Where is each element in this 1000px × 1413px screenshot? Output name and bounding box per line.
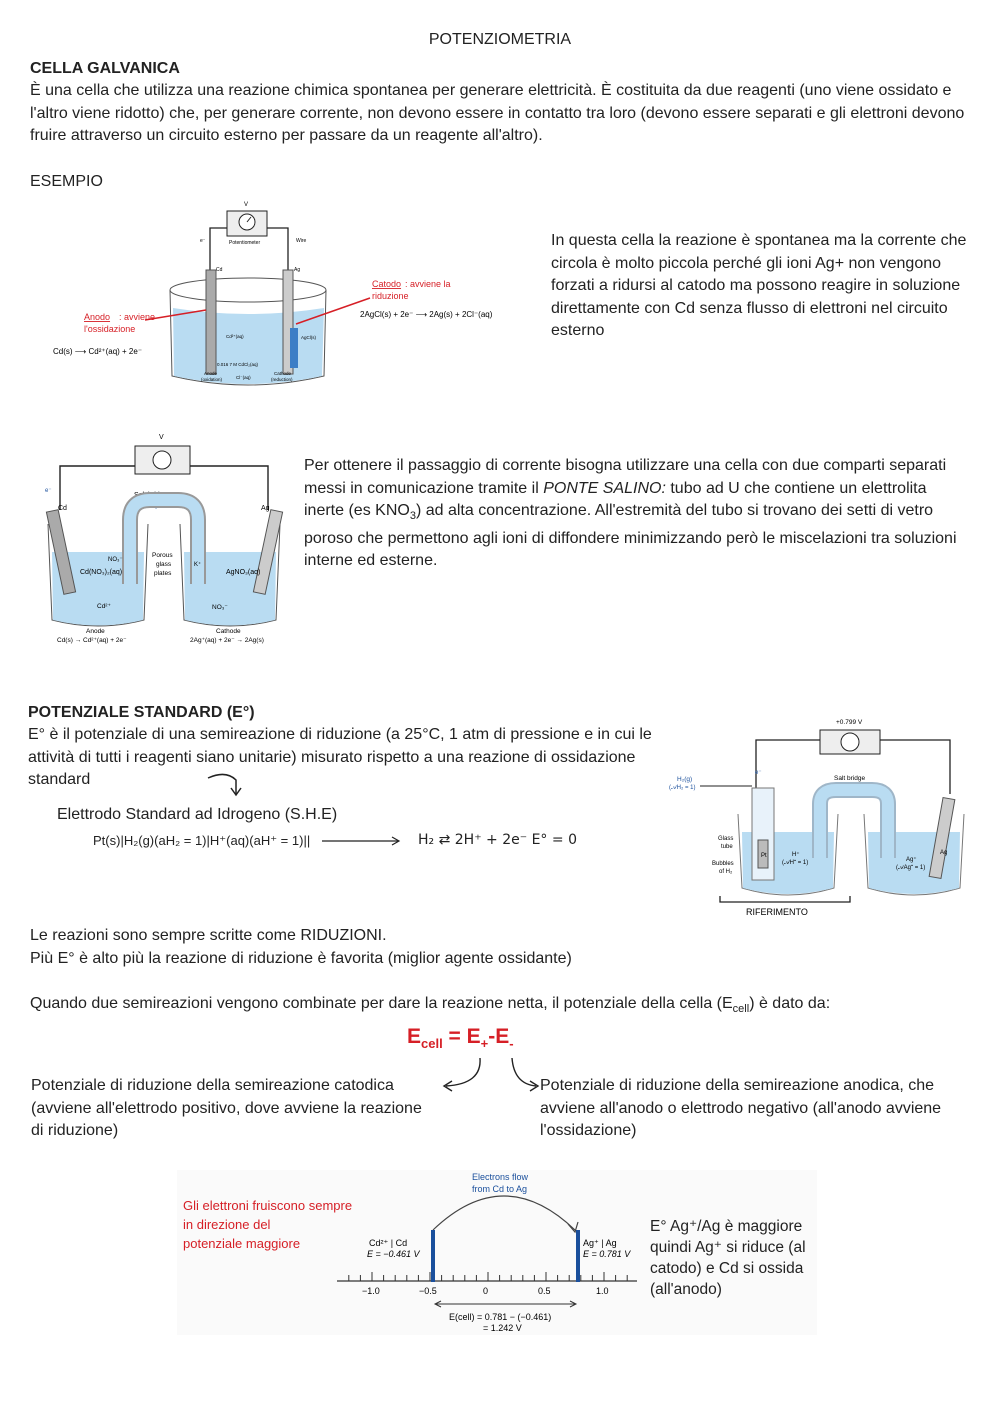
svg-text:e⁻: e⁻ (45, 488, 52, 494)
ecell-formula: $E_{cell} = E_+-E_-$ (407, 1025, 514, 1052)
anodic-explanation: Potenziale di riduzione della semireazione anodica, che avviene all'anodo o elettrodo negativo (all'anodo avviene l'ossidazione) (540, 1077, 942, 1139)
agcl-coating (290, 328, 298, 368)
svg-text:Pt: Pt (761, 853, 767, 859)
svg-text:Cathode: Cathode (216, 628, 241, 635)
example-text: In questa cella la reazione è spontanea ma la corrente che circola è molto piccola perché gli ioni Ag+ non vengono forzati a ridursi al catodo ma possono reagire in soluzione direttamente con Cd senza flusso di elettroni nel circuito esterno (551, 232, 967, 339)
svg-text:AgCl(s): AgCl(s) (301, 335, 317, 340)
svg-text:glass: glass (156, 561, 172, 568)
svg-text:NO₃⁻: NO₃⁻ (108, 557, 123, 563)
svg-text:Ag⁺: Ag⁺ (906, 857, 917, 863)
svg-text:Bubbles: Bubbles (712, 861, 734, 867)
svg-text:Electrons flow: Electrons flow (472, 1172, 529, 1182)
page-title: POTENZIOMETRIA (428, 31, 572, 48)
svg-text:Cd(s) → Cd²⁺(aq) + 2e⁻: Cd(s) → Cd²⁺(aq) + 2e⁻ (57, 637, 127, 644)
rule-higher-potential: Più E° è alto più la reazione di riduzione è favorita (miglior agente ossidante) (30, 950, 572, 967)
svg-text:Anode: Anode (86, 628, 105, 635)
scale-note: Gli elettroni fruiscono sempre in direzione del potenziale maggiore (183, 1198, 353, 1251)
svg-text:K⁺: K⁺ (194, 562, 202, 568)
svg-text:Catodo: Catodo (372, 279, 402, 289)
svg-text:Ag: Ag (294, 267, 301, 273)
svg-text:from Cd to Ag: from Cd to Ag (472, 1184, 528, 1194)
svg-text:Potentiometer: Potentiometer (229, 240, 261, 246)
svg-text:e⁻: e⁻ (755, 770, 762, 776)
cd-electrode (206, 270, 216, 374)
scale-conclusion: E° Ag⁺/Ag è maggiore quindi Ag⁺ si riduce (al catodo) e Cd si ossida (all'anodo) (650, 1218, 806, 1298)
svg-text:AgNO₃(aq): AgNO₃(aq) (226, 569, 261, 576)
svg-text:Salt bridge: Salt bridge (134, 492, 168, 499)
galvanic-heading: CELLA GALVANICA (30, 60, 180, 77)
svg-text:E = 0.781 V: E = 0.781 V (583, 1249, 631, 1259)
she-handwritten: H₂ ⇄ 2H⁺ + 2e⁻ E° = 0 (418, 832, 577, 848)
arrow-icon (322, 834, 402, 848)
svg-text:= 1.242 V: = 1.242 V (483, 1323, 522, 1333)
cathodic-explanation: Potenziale di riduzione della semireazione catodica (avviene all'elettrodo positivo, dove avviene la reazione di riduzione) (31, 1077, 422, 1139)
svg-text:Cd: Cd (58, 505, 67, 512)
she-figure (660, 708, 972, 920)
svg-text:Wire: Wire (296, 238, 307, 244)
tick-label: −0.5 (419, 1286, 437, 1296)
svg-text:V: V (159, 434, 164, 441)
svg-text:(𝒜H⁺ = 1): (𝒜H⁺ = 1) (782, 860, 809, 866)
svg-text:(oxidation): (oxidation) (201, 377, 223, 382)
svg-text:Ag: Ag (940, 850, 948, 856)
svg-text:+0.799 V: +0.799 V (836, 719, 863, 726)
she-notation: Pt(s)|H₂(g)(aH₂ = 1)|H⁺(aq)(aH⁺ = 1)|| (93, 833, 311, 848)
she-label: Elettrodo Standard ad Idrogeno (S.H.E) (57, 806, 338, 823)
cell-potential-intro: Quando due semireazioni vengono combinate per dare la reazione netta, il potenziale della cella $(E_{cell})$ è dato da: (30, 995, 831, 1016)
formula-arrows-icon (436, 1054, 546, 1094)
rule-reductions: Le reazioni sono sempre scritte come RIDUZIONI. (30, 927, 387, 944)
svg-text:RIFERIMENTO: RIFERIMENTO (746, 907, 808, 917)
galvanic-cell-figure (30, 198, 530, 395)
svg-text:Cd(NO₃)₂(aq): Cd(NO₃)₂(aq) (80, 569, 123, 576)
svg-text:plates: plates (154, 570, 172, 577)
salt-bridge-figure (30, 424, 295, 651)
example-label: ESEMPIO (30, 173, 103, 190)
svg-text:Glass: Glass (718, 836, 734, 842)
cd-marker (431, 1230, 435, 1282)
svg-text:: avviene la: : avviene la (405, 279, 451, 289)
svg-text:Cathode: Cathode (274, 371, 292, 376)
svg-text:tube: tube (721, 844, 733, 850)
svg-text:0.016 7 M CdCl₂(aq): 0.016 7 M CdCl₂(aq) (217, 362, 259, 367)
svg-text:of H₂: of H₂ (719, 869, 733, 875)
ag-marker (576, 1230, 580, 1282)
svg-text:l'ossidazione: l'ossidazione (84, 324, 136, 334)
standard-heading: POTENZIALE STANDARD (E°) (28, 704, 255, 721)
svg-text:E = −0.461 V: E = −0.461 V (367, 1249, 420, 1259)
svg-text:Ag⁺ | Ag: Ag⁺ | Ag (583, 1238, 617, 1248)
tick-label: −1.0 (362, 1286, 380, 1296)
svg-text:E(cell) = 0.781 − (−0.461): E(cell) = 0.781 − (−0.461) (449, 1312, 552, 1322)
svg-text:V: V (244, 202, 249, 208)
svg-text:(reduction): (reduction) (271, 377, 293, 382)
svg-text:2Ag⁺(aq) + 2e⁻ → 2Ag(s): 2Ag⁺(aq) + 2e⁻ → 2Ag(s) (190, 637, 264, 644)
svg-text:Salt bridge: Salt bridge (834, 775, 866, 782)
curved-arrow-icon (206, 768, 244, 798)
svg-text:: avviene: : avviene (119, 312, 156, 322)
galvanic-body: È una cella che utilizza una reazione chimica spontanea per generare elettricità. È costituita da due reagenti (uno viene ossidato e l'altro viene ridotto) che, per generare corrente, non devono essere in contatto tra loro (devono essere separati e gli elettroni devono fruire attraverso un circuito esterno per passare da un reagente all'altro). (30, 82, 965, 144)
svg-text:Cl⁻(aq): Cl⁻(aq) (236, 375, 251, 380)
svg-text:H⁺: H⁺ (792, 852, 800, 858)
svg-text:H₂(g): H₂(g) (677, 776, 693, 783)
svg-text:Cd²⁺: Cd²⁺ (97, 603, 111, 610)
svg-text:riduzione: riduzione (372, 291, 409, 301)
svg-text:Cd²⁺(aq): Cd²⁺(aq) (226, 334, 244, 339)
svg-text:Anode: Anode (204, 371, 218, 376)
svg-text:(𝒜H₂ = 1): (𝒜H₂ = 1) (669, 785, 696, 791)
svg-text:NO₃⁻ K⁺: NO₃⁻ K⁺ (145, 503, 171, 510)
tick-label: 0.5 (538, 1286, 551, 1296)
svg-text:2AgCl(s) + 2e⁻ ⟶ 2Ag(s) + 2Cl⁻: 2AgCl(s) + 2e⁻ ⟶ 2Ag(s) + 2Cl⁻(aq) (360, 310, 493, 319)
svg-text:e⁻: e⁻ (200, 238, 206, 244)
svg-text:Cd: Cd (216, 267, 223, 273)
salt-bridge-term: PONTE SALINO: (543, 479, 666, 497)
solution (173, 308, 324, 384)
svg-text:Ag: Ag (261, 505, 270, 512)
standard-body: E° è il potenziale di una semireazione di riduzione (a 25°C, 1 atm di pressione e in cui le attività di tutti i reagenti siano unitarie) misurato rispetto a una reazione di ossidazione standard (28, 726, 652, 788)
svg-text:Porous: Porous (152, 552, 173, 559)
svg-text:Anodo: Anodo (84, 312, 111, 322)
tick-label: 0 (483, 1286, 489, 1296)
svg-text:NO₃⁻: NO₃⁻ (212, 604, 228, 611)
svg-text:(𝒜Ag⁺ = 1): (𝒜Ag⁺ = 1) (896, 865, 926, 871)
tick-label: 1.0 (596, 1286, 609, 1296)
salt-bridge-text: Per ottenere il passaggio di corrente bisogna utilizzare una cella con due comparti separati messi in comunicazione tramite il PONTE SALINO: tubo ad U che contiene un elettrolita inerte (es $KNO_3$) ad alta concentrazione. All'estremità del tubo si trovano dei setti di vetro poroso che permettono agli ioni di diffondere minimizzando però le miscelazioni tra soluzioni interne ed esterne. (304, 457, 957, 570)
svg-text:Cd(s) ⟶ Cd²⁺(aq) + 2e⁻: Cd(s) ⟶ Cd²⁺(aq) + 2e⁻ (53, 347, 143, 356)
svg-text:Cd²⁺ | Cd: Cd²⁺ | Cd (369, 1238, 408, 1248)
